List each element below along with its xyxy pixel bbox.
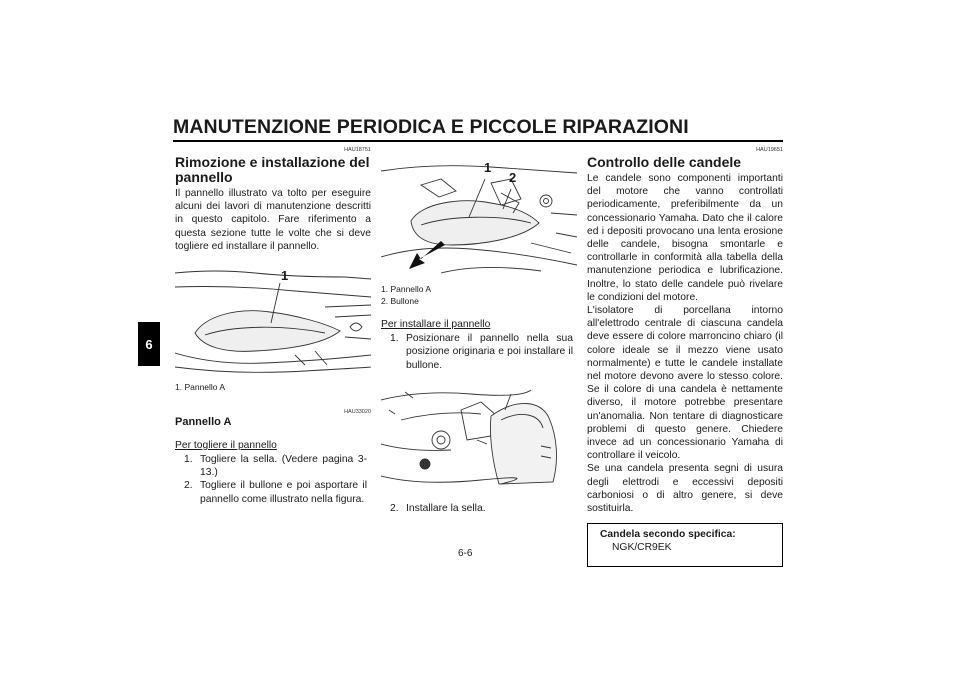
panel-a-illustration <box>175 267 371 379</box>
spark-plug-paragraph: Le candele sono componenti importanti del motore che vanno controllati periodicamente, preferibilmente da un concessionario Yamaha. Dato che il calore ed i depositi provocano una lenta erosione delle candele, bisogna smontarle e controllarle in conformità alla tabella della manutenzione periodica e lubrificazione. Inoltre, lo stato delle candele può rivelare le condizioni del motore. <box>587 173 783 303</box>
section-heading-panel: Rimozione e installazione del pannello <box>175 154 370 185</box>
panel-bolt-illustration <box>381 153 577 281</box>
spark-plug-paragraph: L'isolatore di porcellana intorno all'elettrodo centrale di ciascuna candela deve essere di colore marroncino chiaro (il colore ideale se il mezzo viene usato normalmente) e tutte le candele installate nel motore devono avere lo stesso colore. Se il colore di una candela è nettamente diverso, il motore potrebbe presentare un'anomalia. Non tentare di diagnosticare problemi di questo genere. Chiedere invece ad un concessionario Yamaha di controllare il veicolo. <box>587 305 783 462</box>
list-item: 1. Togliere la sella. (Vedere pagina 3-13.) <box>184 453 367 479</box>
callout-1: 1 <box>484 160 492 175</box>
figure-panel-install <box>381 380 577 492</box>
spark-plug-paragraph: Se una candela presenta segni di usura degli elettrodi e eccessivi depositi carboniosi o di altro genere, si deve sostituirla. <box>587 463 783 515</box>
list-item: 2. Installare la sella. <box>390 502 486 514</box>
section-code: HAU33020 <box>344 408 371 415</box>
column-spark-plugs <box>587 147 783 567</box>
figure-panel-a <box>175 267 371 379</box>
callout-2: 2 <box>509 170 517 185</box>
figure-caption: 1. Pannello A <box>381 284 432 294</box>
column-panel-installation <box>381 147 577 515</box>
install-steps-continued <box>381 502 577 515</box>
spec-value: NGK/CR9EK <box>612 541 672 553</box>
install-title: Per installare il pannello <box>381 319 491 330</box>
title-rule <box>173 140 783 142</box>
section-code: HAU18751 <box>344 147 371 153</box>
subheading-pannello-a: Pannello A <box>175 415 232 428</box>
list-item: 2. Togliere il bullone e poi asportare il pannello come illustrato nella figura. <box>184 480 367 505</box>
figure-panel-bolt <box>381 153 577 281</box>
section-code: HAU19651 <box>756 147 783 153</box>
list-item: 1. Posizionare il pannello nella sua posizione originaria e poi installare il bullone. <box>390 333 573 371</box>
removal-title: Per togliere il pannello <box>175 439 277 451</box>
spec-box <box>587 523 783 567</box>
column-panel-removal <box>175 147 371 506</box>
figure-caption: 2. Bullone <box>381 295 419 306</box>
callout-1: 1 <box>281 268 289 284</box>
removal-steps <box>175 453 371 506</box>
page-number: 6-6 <box>458 548 473 559</box>
spec-label: Candela secondo specifica: <box>600 529 736 541</box>
section-heading-spark-plugs: Controllo delle candele <box>587 154 742 170</box>
panel-install-illustration <box>381 380 577 492</box>
install-steps <box>381 332 577 372</box>
page-title: MANUTENZIONE PERIODICA E PICCOLE RIPARAZIONI <box>173 116 689 138</box>
chapter-tab: 6 <box>138 322 160 366</box>
panel-intro-text: Il pannello illustrato va tolto per eseguire alcuni dei lavori di manutenzione descritti in questo capitolo. Fare riferimento a questa sezione tutte le volte che si deve togliere ed installare il pannello. <box>175 188 371 252</box>
figure-caption: 1. Pannello A <box>175 382 226 393</box>
